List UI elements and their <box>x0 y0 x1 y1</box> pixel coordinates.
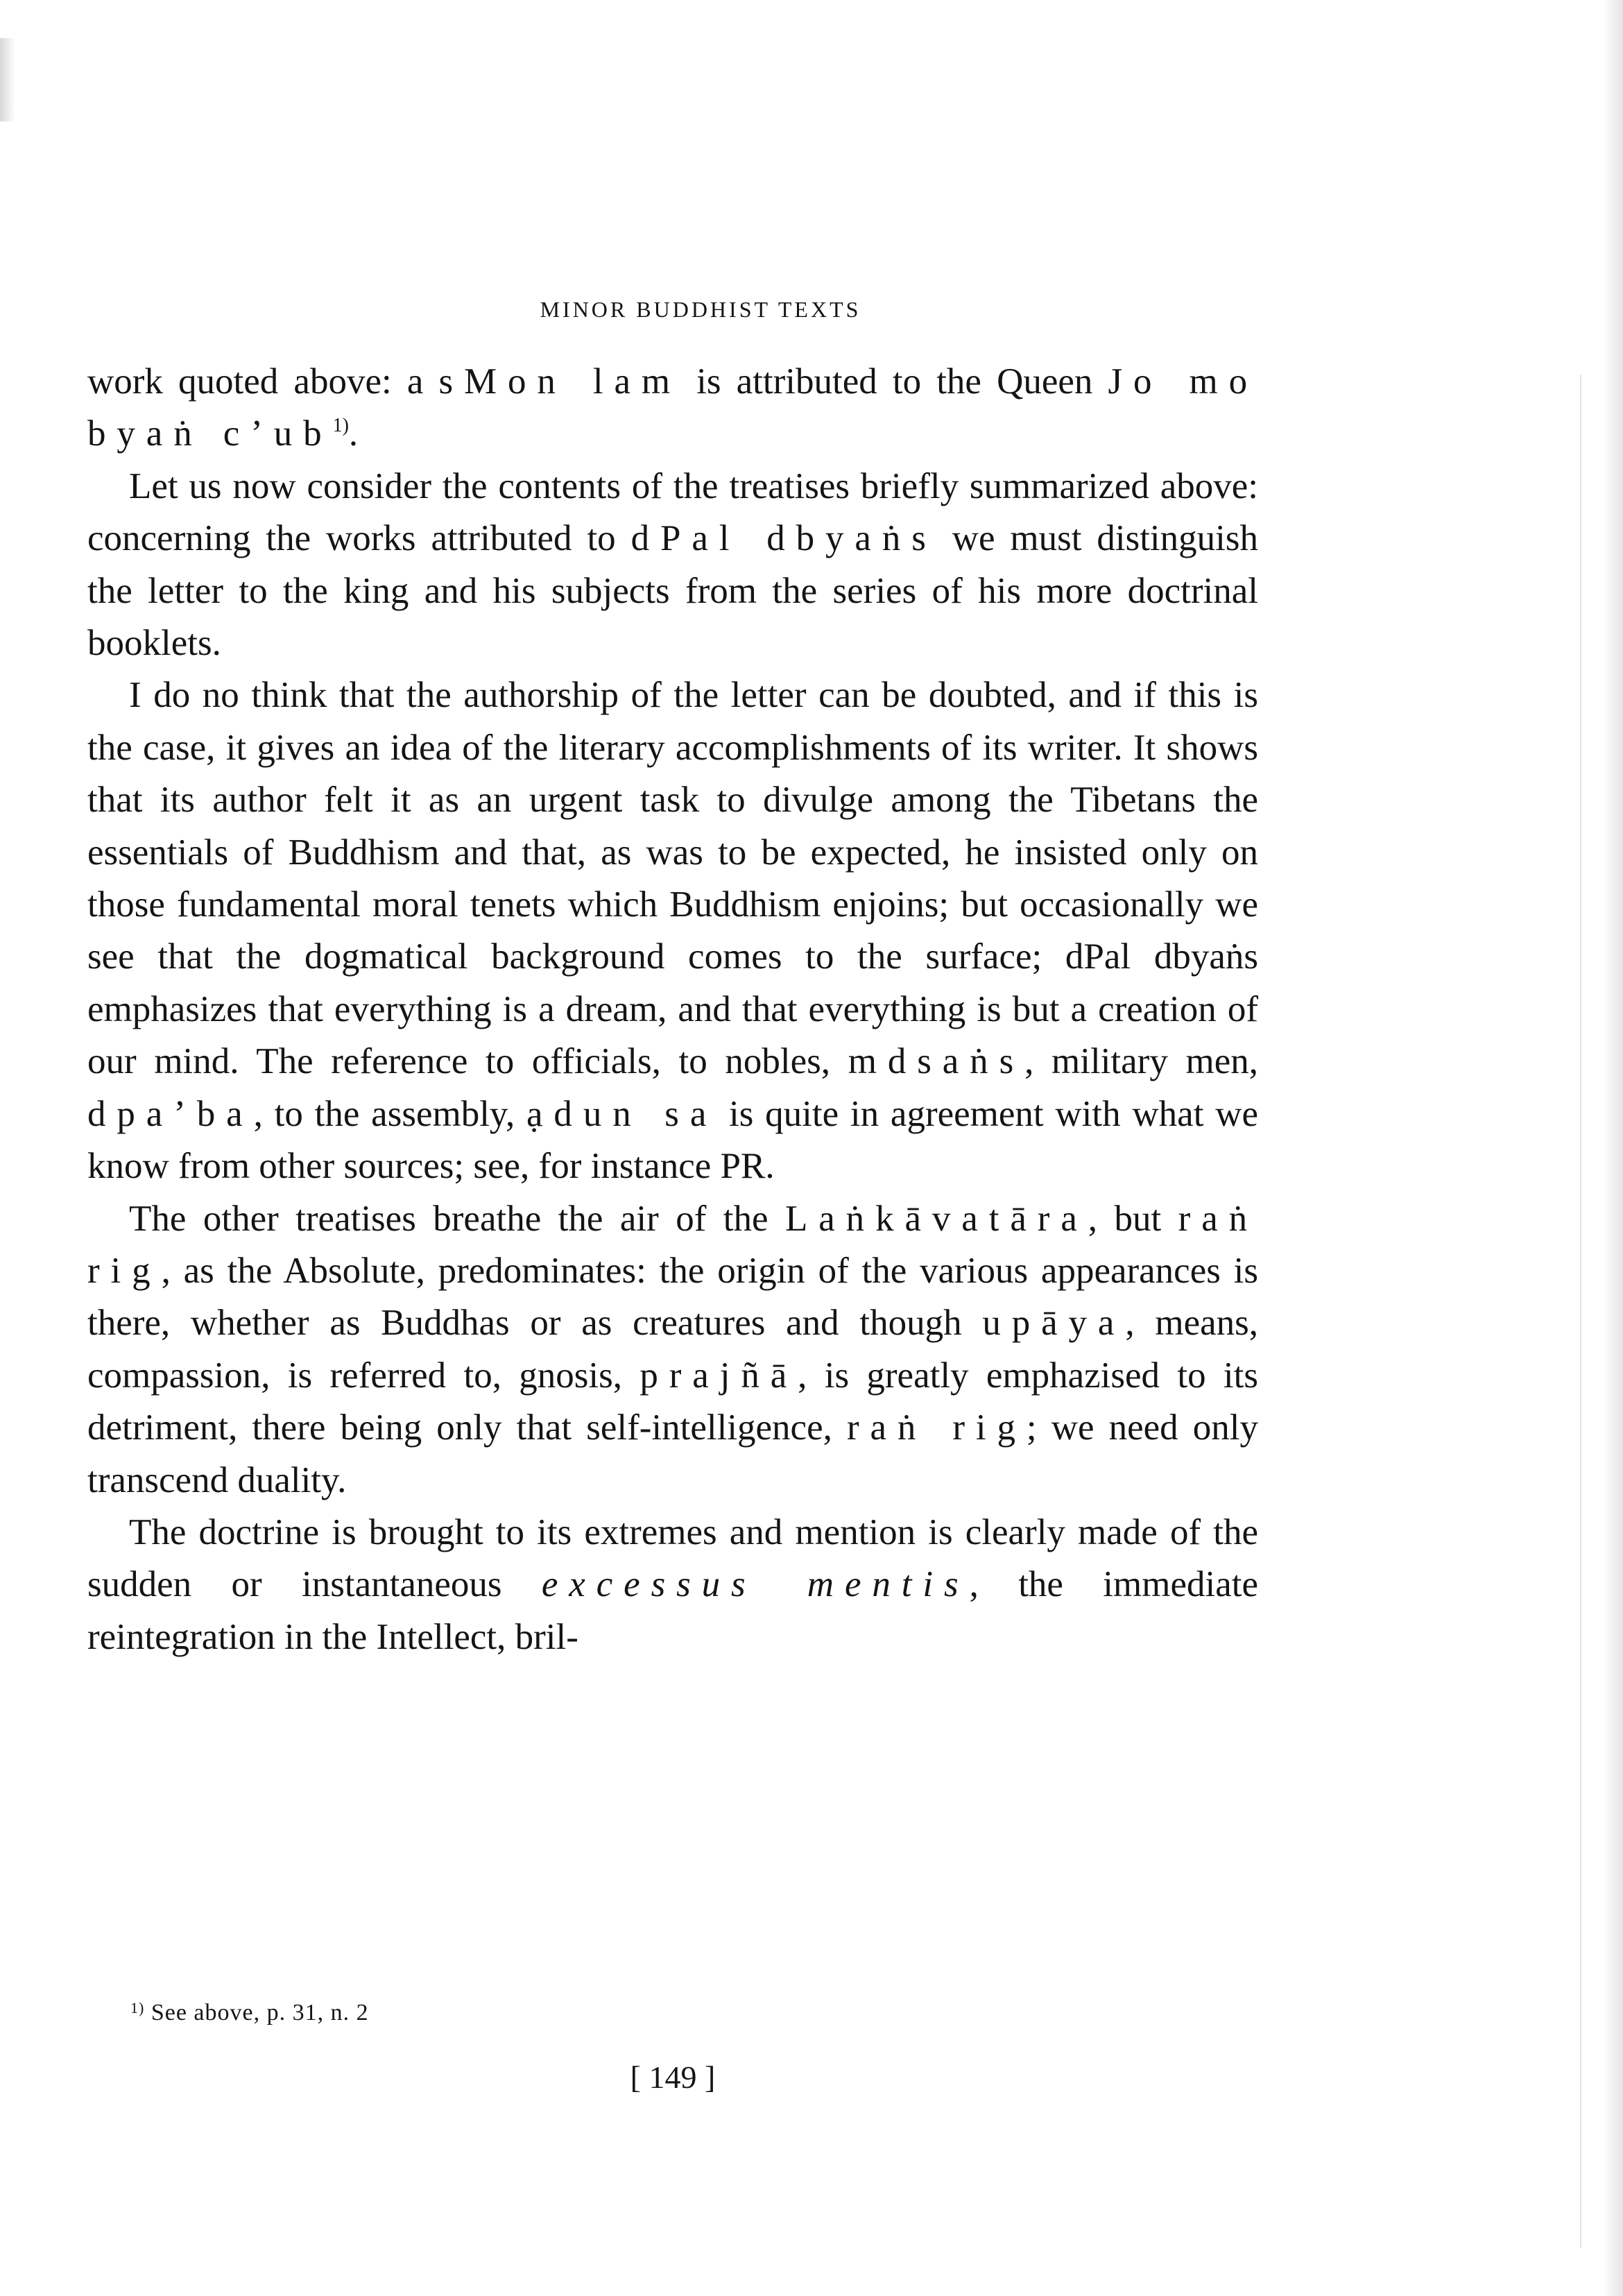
spaced-term: raṅ rig <box>846 1407 1027 1448</box>
text-run: Let us now consider the contents of the treatises briefly summarized above: concerning the works attributed to <box>87 465 1258 559</box>
spaced-term: upāya <box>982 1303 1126 1344</box>
footnote-reference: 1) <box>332 415 349 437</box>
text-run: . <box>348 413 359 454</box>
scan-edge-shadow <box>0 38 15 121</box>
text-run: we must distinguish the letter to the king and his subjects from the series of his more doctrinal booklets. <box>87 518 1258 664</box>
footnote-marker: 1) <box>130 1999 145 2016</box>
text-run: , as the Absolute, predominates: the origin of the various appearances is there, whether as Buddhas or as creatures and though <box>87 1250 1258 1344</box>
text-run: , but <box>1088 1198 1178 1239</box>
scan-edge-shadow-right <box>1602 0 1623 2296</box>
text-run: is quite in agreement with what we know from other sources; see, for instance PR. <box>87 1093 1258 1187</box>
footnote <box>130 1998 369 2028</box>
text-run: is attributed to the Queen <box>681 361 1108 402</box>
spaced-term: Laṅkāvatāra <box>784 1198 1088 1239</box>
spaced-term: dPal dbyaṅs <box>630 518 937 559</box>
text-run: ; we need only transcend duality. <box>87 1407 1258 1500</box>
text-run: , means, compassion, is referred to, gnosis, <box>87 1303 1258 1396</box>
text-run: work quoted above: a <box>87 361 439 402</box>
scan-edge-line <box>1580 375 1581 2247</box>
text-run: I do no think that the authorship of the letter can be doubted, and if this is the case, it gives an idea of the literary accomplishments of its writer. It shows that its author felt it as an urgent task to divulge among the Tibetans the essentials of Buddhism and that, as was to be expected, he insisted only on those fundamental moral tenets which Buddhism enjoins; but occasionally we see that the dogmatical background comes to the surface; dPal dbyaṅs emphasizes that everything is a dream, and that everything is but a creation of our mind. The reference to officials, to nobles, <box>87 675 1258 1082</box>
running-head: MINOR BUDDHIST TEXTS <box>540 297 861 322</box>
spaced-term: ạdun sa <box>526 1093 718 1134</box>
spaced-term: dpa’ba <box>87 1093 254 1134</box>
text-run: , to the assembly, <box>253 1093 526 1134</box>
footnote-text: See above, p. 31, n. 2 <box>144 2000 369 2025</box>
spaced-term: raṅ rig <box>87 1198 1259 1291</box>
paragraph <box>87 1507 1258 1663</box>
spaced-term: sMon lam <box>438 361 682 402</box>
text-run: , is greatly emphazised to its detriment, there being only that self-intelligence, <box>87 1355 1258 1448</box>
body-text <box>87 356 1258 1663</box>
text-run: , the immediate reintegration in the Intellect, bril- <box>87 1564 1259 1657</box>
text-run: , military men, <box>1024 1041 1258 1082</box>
spaced-term: Jo mo byaṅ c’ub <box>87 361 1258 454</box>
page-number: [ 149 ] <box>630 2059 716 2095</box>
paragraph <box>87 461 1258 670</box>
spaced-term: prajñā <box>639 1355 798 1396</box>
text-run: The other treatises breathe the air of the <box>129 1198 785 1239</box>
paragraph <box>87 1193 1258 1507</box>
spaced-term: mdsaṅs <box>848 1041 1025 1082</box>
text-run: The doctrine is brought to its extremes and mention is clearly made of the sudden or instantaneous <box>87 1511 1258 1605</box>
paragraph <box>87 669 1258 1192</box>
paragraph <box>87 356 1258 461</box>
spaced-term: excessus mentis <box>541 1564 970 1605</box>
